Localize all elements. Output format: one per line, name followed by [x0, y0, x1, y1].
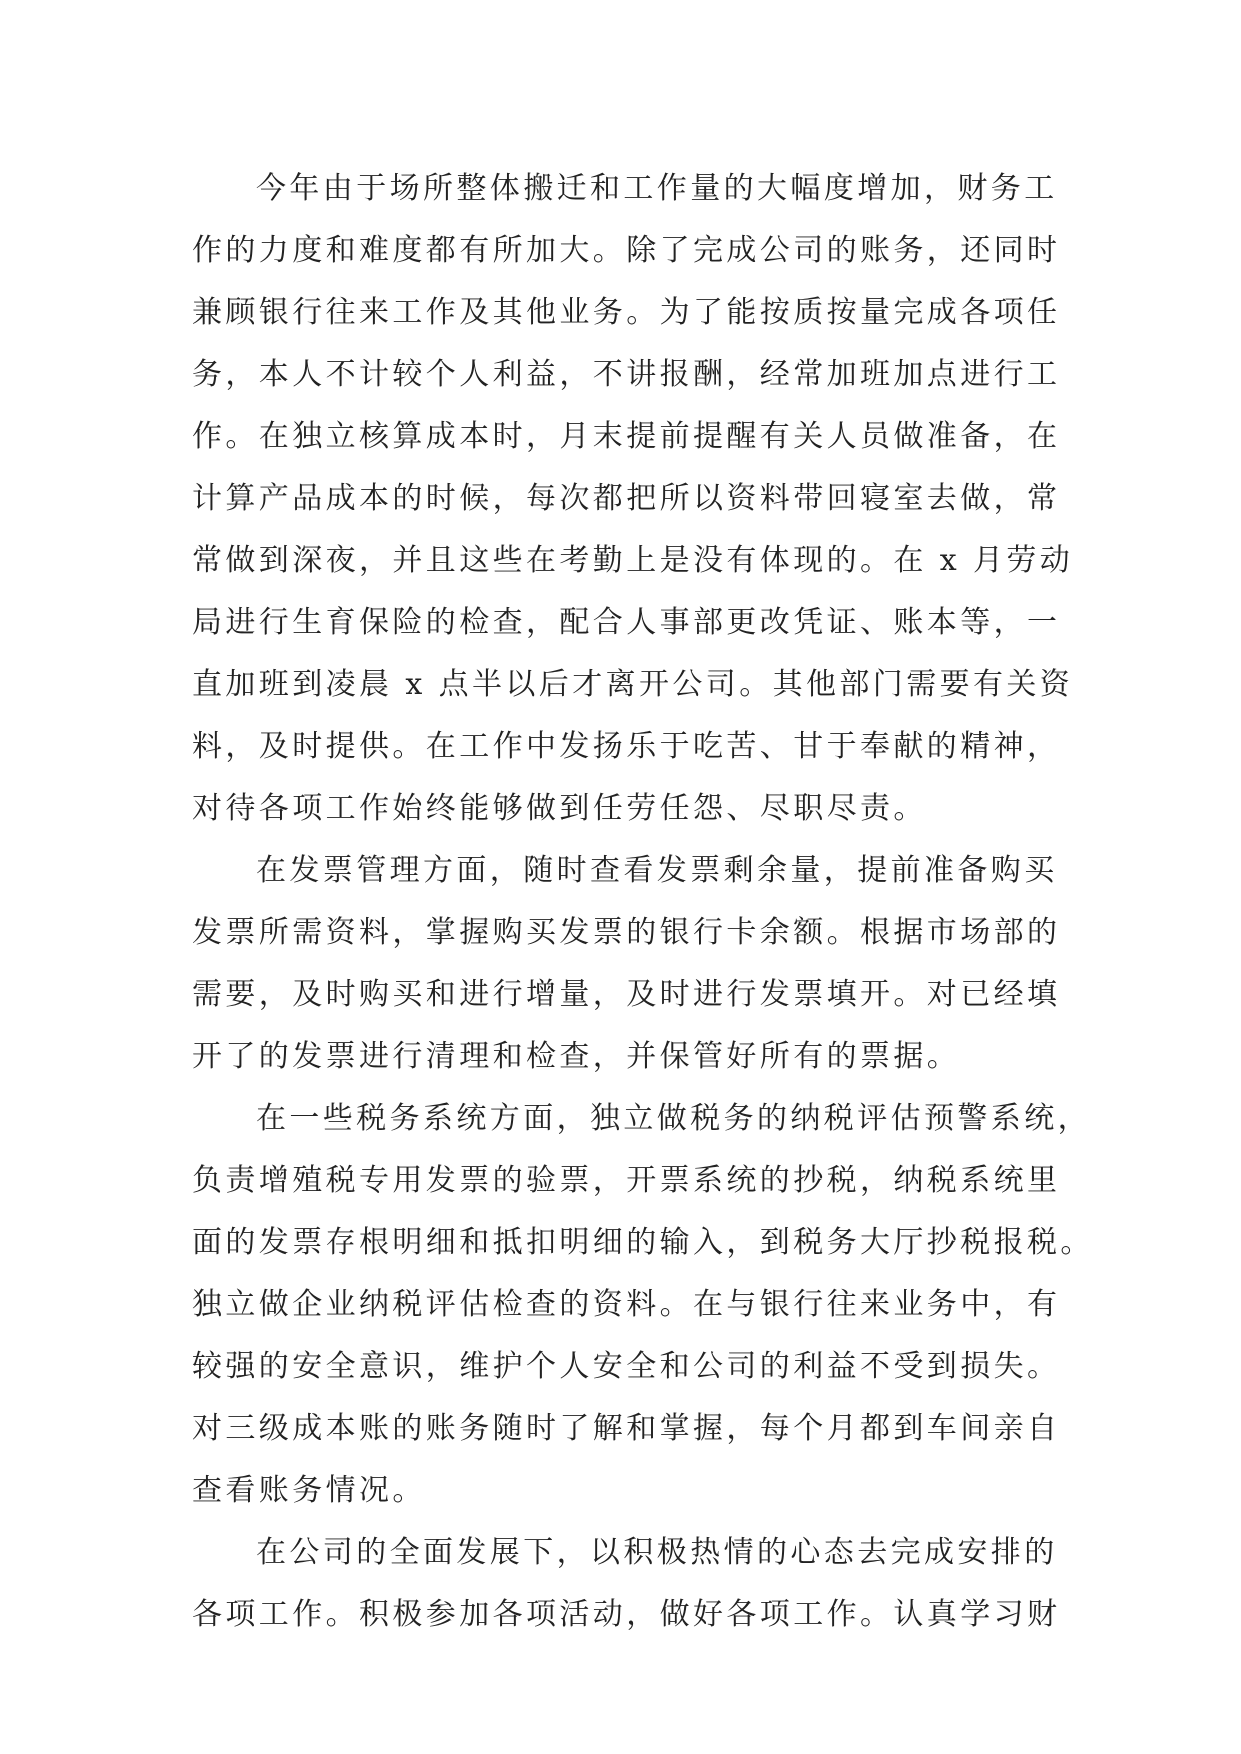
paragraph-3-line-7: 查看账务情况。 — [192, 1473, 426, 1508]
body-text — [192, 158, 1094, 1646]
paragraph-4-line-2: 各项工作。积极参加各项活动，做好各项工作。认真学习财 — [192, 1597, 1061, 1632]
paragraph-1-line-2: 作的力度和难度都有所加大。除了完成公司的账务，还同时 — [192, 233, 1061, 268]
paragraph-1-line-6: 计算产品成本的时候，每次都把所以资料带回寝室去做，常 — [192, 481, 1061, 516]
paragraph-1-line-1: 今年由于场所整体搬迁和工作量的大幅度增加，财务工 — [256, 171, 1058, 206]
paragraph-4-line-1: 在公司的全面发展下，以积极热情的心态去完成安排的 — [256, 1535, 1058, 1570]
paragraph-2-line-1: 在发票管理方面，随时查看发票剩余量，提前准备购买 — [256, 853, 1058, 888]
paragraph-1-line-3: 兼顾银行往来工作及其他业务。为了能按质按量完成各项任 — [192, 295, 1061, 330]
paragraph-1-line-5: 作。在独立核算成本时，月末提前提醒有关人员做准备，在 — [192, 419, 1061, 454]
paragraph-2-line-4: 开了的发票进行清理和检查，并保管好所有的票据。 — [192, 1039, 961, 1074]
paragraph-1-line-9: 直加班到凌晨 x 点半以后才离开公司。其他部门需要有关资 — [192, 667, 1074, 702]
paragraph-1-line-11: 对待各项工作始终能够做到任劳任怨、尽职尽责。 — [192, 791, 927, 826]
paragraph-3-line-6: 对三级成本账的账务随时了解和掌握，每个月都到车间亲自 — [192, 1411, 1061, 1446]
paragraph-1-line-7: 常做到深夜，并且这些在考勤上是没有体现的。在 x 月劳动 — [192, 543, 1074, 578]
paragraph-2-line-3: 需要，及时购买和进行增量，及时进行发票填开。对已经填 — [192, 977, 1061, 1012]
paragraph-3-line-4: 独立做企业纳税评估检查的资料。在与银行往来业务中，有 — [192, 1287, 1061, 1322]
paragraph-1-line-10: 料，及时提供。在工作中发扬乐于吃苦、甘于奉献的精神， — [192, 729, 1061, 764]
paragraph-1-line-4: 务，本人不计较个人利益，不讲报酬，经常加班加点进行工 — [192, 357, 1061, 392]
paragraph-3-line-2: 负责增殖税专用发票的验票，开票系统的抄税，纳税系统里 — [192, 1163, 1061, 1198]
paragraph-3-line-3: 面的发票存根明细和抵扣明细的输入，到税务大厅抄税报税。 — [192, 1225, 1094, 1260]
paragraph-1-line-8: 局进行生育保险的检查，配合人事部更改凭证、账本等，一 — [192, 605, 1061, 640]
paragraph-2-line-2: 发票所需资料，掌握购买发票的银行卡余额。根据市场部的 — [192, 915, 1061, 950]
paragraph-3-line-1: 在一些税务系统方面，独立做税务的纳税评估预警系统， — [256, 1101, 1091, 1136]
paragraph-3-line-5: 较强的安全意识，维护个人安全和公司的利益不受到损失。 — [192, 1349, 1061, 1384]
